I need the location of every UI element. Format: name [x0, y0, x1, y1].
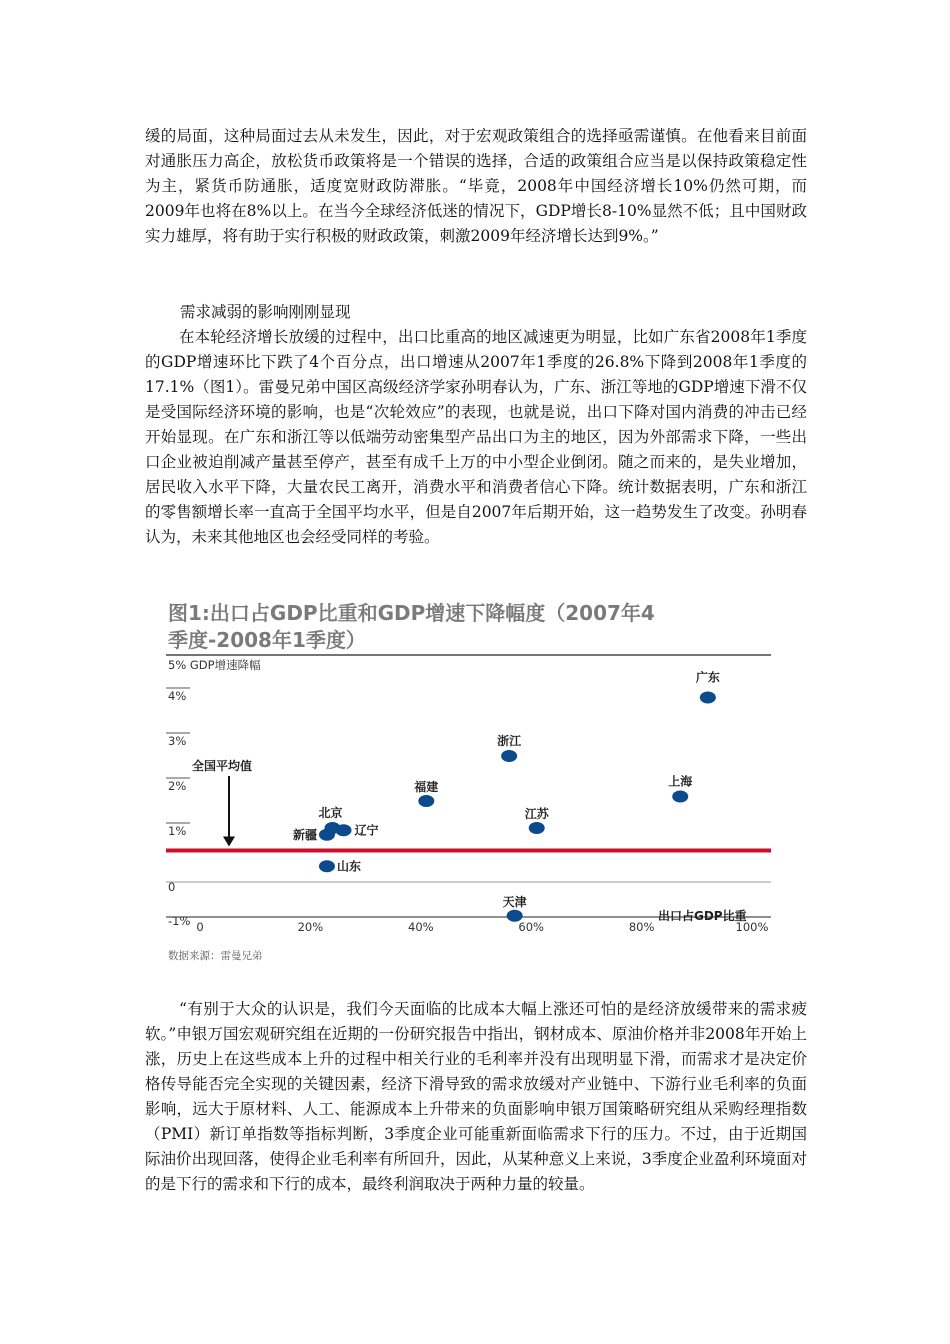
x-tick-label: 80% — [628, 920, 655, 934]
data-point — [529, 822, 545, 834]
average-label: 全国平均值 — [192, 759, 253, 773]
section-heading: 需求减弱的影响刚刚显现 — [180, 303, 351, 321]
data-point — [501, 750, 517, 762]
y-tick-label: 4% — [168, 689, 187, 703]
figure-1-chart — [160, 598, 780, 970]
data-point — [672, 791, 688, 803]
point-label: 江苏 — [524, 807, 549, 821]
paragraph-1: 缓的局面，这种局面过去从未发生，因此，对于宏观政策组合的选择亟需谨慎。在他看来目前面对通胀压力高企，放松货币政策将是一个错误的选择，合适的政策组合应当是以保持政策稳定性为主，紧货币防通胀，适度宽财政防滞胀。“毕竟，2008年中国经济增长10%仍然可期，而2009年也将在8%以上。在当今全球经济低迷的情况下，GDP增长8-10%显然不低；且中国财政实力雄厚，将有助于实行积极的财政政策，刺激2009年经济增长达到9%。” — [145, 127, 807, 245]
x-tick-label: 60% — [518, 920, 544, 934]
chart-source: 数据来源：雷曼兄弟 — [168, 950, 263, 962]
data-point — [700, 692, 716, 704]
point-label: 天津 — [502, 894, 527, 909]
y-tick-label: 2% — [168, 779, 187, 793]
y-tick-label: 1% — [168, 824, 187, 838]
y-axis-label: 5% GDP增速降幅 — [168, 658, 261, 672]
data-point — [319, 829, 335, 841]
data-point — [507, 910, 523, 922]
x-tick-label: 0 — [196, 920, 204, 934]
point-label: 福建 — [414, 780, 439, 794]
point-label: 上海 — [668, 774, 693, 789]
chart-title-line2: 季度-2008年1季度） — [168, 628, 366, 652]
point-label: 浙江 — [497, 734, 522, 748]
paragraph-2: 在本轮经济增长放缓的过程中，出口比重高的地区减速更为明显，比如广东省2008年1季度的GDP增速环比下跌了4个百分点，出口增速从2007年1季度的26.8%下降到2008年1季度的17.1%（图1）。雷曼兄弟中国区高级经济学家孙明春认为，广东、浙江等地的GDP增速下滑不仅是受国际经济环境的影响，也是“次轮效应”的表现，也就是说，出口下降对国内消费的冲击已经开始显现。在广东和浙江等以低端劳动密集型产品出口为主的地区，因为外部需求下降，一些出口企业被迫削减产量甚至停产，甚至有成千上万的中小型企业倒闭。随之而来的，是失业增加，居民收入水平下降，大量农民工离开，消费水平和消费者信心下降。统计数据表明，广东和浙江的零售额增长率一直高于全国平均水平，但是自2007年后期开始，这一趋势发生了改变。孙明春认为，未来其他地区也会经受同样的考验。 — [145, 328, 807, 546]
point-label: 辽宁 — [354, 823, 379, 838]
x-axis-label: 出口占GDP比重 — [658, 909, 747, 923]
average-arrow-head — [223, 837, 235, 847]
x-tick-label: 100% — [735, 920, 769, 934]
y-tick-label: -1% — [168, 914, 191, 928]
point-label: 山东 — [336, 859, 361, 874]
y-tick-label: 3% — [168, 734, 187, 748]
data-point — [319, 860, 335, 872]
x-tick-label: 40% — [408, 920, 434, 934]
point-label: 新疆 — [292, 827, 317, 842]
chart-title-line1: 图1:出口占GDP比重和GDP增速下降幅度（2007年4 — [168, 601, 655, 625]
point-label: 广东 — [695, 670, 720, 685]
data-point — [418, 795, 434, 807]
point-label: 北京 — [318, 806, 343, 820]
x-tick-label: 20% — [297, 920, 324, 934]
paragraph-3: “有别于大众的认识是，我们今天面临的比成本大幅上涨还可怕的是经济放缓带来的需求疲软。”申银万国宏观研究组在近期的一份研究报告中指出，钢材成本、原油价格并非2008年开始上涨，历史上在这些成本上升的过程中相关行业的毛利率并没有出现明显下滑，而需求才是决定价格传导能否完全实现的关键因素，经济下滑导致的需求放缓对产业链中、下游行业毛利率的负面影响，远大于原材料、人工、能源成本上升带来的负面影响申银万国策略研究组从采购经理指数（PMI）新订单指数等指标判断，3季度企业可能重新面临需求下行的压力。不过，由于近期国际油价出现回落，使得企业毛利率有所回升，因此，从某种意义上来说，3季度企业盈利环境面对的是下行的需求和下行的成本，最终利润取决于两种力量的较量。 — [145, 1000, 807, 1193]
data-point — [336, 824, 352, 836]
y-tick-label: 0 — [168, 880, 176, 894]
